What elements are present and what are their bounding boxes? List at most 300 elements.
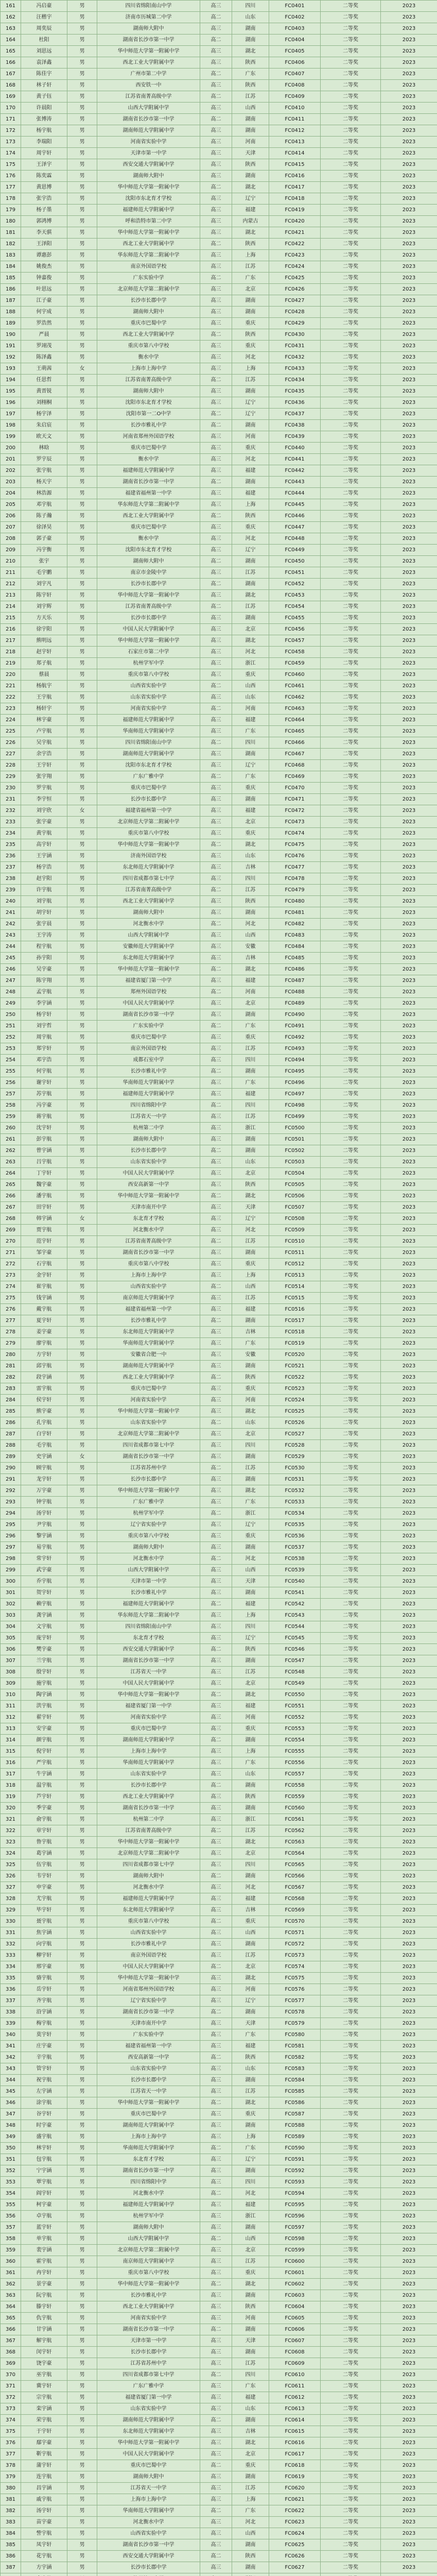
certificate-id-cell: FC0515	[269, 1293, 321, 1304]
table-row	[1, 2324, 437, 2335]
year-cell: 2023	[381, 307, 437, 318]
student-name-cell: 苗宇豪	[21, 2517, 67, 2528]
table-row	[1, 669, 437, 681]
table-row	[1, 284, 437, 295]
school-cell: 广东广雅中学	[97, 2381, 200, 2392]
row-number-cell: 204	[1, 488, 21, 499]
year-cell: 2023	[381, 907, 437, 919]
province-cell: 湖南	[232, 1871, 269, 1882]
table-row	[1, 1032, 437, 1043]
table-row	[1, 1372, 437, 1383]
gender-cell: 男	[67, 1905, 97, 1916]
grade-cell: 高三	[200, 2437, 232, 2449]
row-number-cell: 235	[1, 839, 21, 851]
table-row	[1, 1259, 437, 1270]
gender-cell: 男	[67, 771, 97, 783]
school-cell: 华东师范大学第二附属中学	[97, 1610, 200, 1621]
certificate-id-cell: FC0616	[269, 2437, 321, 2449]
year-cell: 2023	[381, 284, 437, 295]
school-cell: 中国人民大学附属中学	[97, 1678, 200, 1689]
gender-cell: 男	[67, 2483, 97, 2494]
certificate-id-cell: FC0468	[269, 760, 321, 771]
year-cell: 2023	[381, 2086, 437, 2097]
school-cell: 广东广雅中学	[97, 1497, 200, 1508]
school-cell: 华东师范大学第二附属中学	[97, 499, 200, 511]
row-number-cell: 318	[1, 1780, 21, 1791]
award-level-cell: 二等奖	[321, 239, 381, 250]
student-name-cell: 于宇轩	[21, 2426, 67, 2437]
student-name-cell: 钟嘉俊	[21, 273, 67, 284]
award-level-cell: 二等奖	[321, 12, 381, 23]
grade-cell: 高三	[200, 1769, 232, 1780]
award-level-cell: 二等奖	[321, 1916, 381, 1927]
year-cell: 2023	[381, 1633, 437, 1644]
gender-cell: 男	[67, 148, 97, 159]
school-cell: 湖南师范大学附属中学	[97, 749, 200, 760]
table-row	[1, 295, 437, 307]
school-cell: 华中师范大学第一附属中学	[97, 1973, 200, 1984]
row-number-cell: 340	[1, 2029, 21, 2041]
province-cell: 湖南	[232, 1451, 269, 1463]
school-cell: 河北衡水中学	[97, 1225, 200, 1236]
certificate-id-cell: FC0596	[269, 2211, 321, 2222]
award-level-cell: 二等奖	[321, 1383, 381, 1395]
student-name-cell: 巫宇航	[21, 2369, 67, 2381]
award-level-cell: 二等奖	[321, 2052, 381, 2063]
grade-cell: 高三	[200, 1995, 232, 2007]
year-cell: 2023	[381, 2154, 437, 2165]
school-cell: 江苏省苏州中学	[97, 1463, 200, 1474]
certificate-id-cell: FC0624	[269, 2528, 321, 2539]
table-row	[1, 2086, 437, 2097]
gender-cell: 男	[67, 1485, 97, 1497]
province-cell: 河北	[232, 919, 269, 930]
award-level-cell: 二等奖	[321, 1417, 381, 1429]
gender-cell: 男	[67, 2335, 97, 2347]
award-level-cell: 二等奖	[321, 1837, 381, 1848]
grade-cell: 高三	[200, 545, 232, 556]
gender-cell: 男	[67, 2199, 97, 2211]
student-name-cell: 范宇轩	[21, 1236, 67, 1247]
certificate-id-cell: FC0417	[269, 182, 321, 193]
gender-cell: 男	[67, 2063, 97, 2075]
gender-cell: 男	[67, 1576, 97, 1587]
table-row	[1, 2358, 437, 2369]
grade-cell: 高三	[200, 2290, 232, 2301]
award-level-cell: 二等奖	[321, 1576, 381, 1587]
award-level-cell: 二等奖	[321, 2109, 381, 2120]
province-cell: 湖南	[232, 1780, 269, 1791]
year-cell: 2023	[381, 1134, 437, 1145]
award-level-cell: 二等奖	[321, 46, 381, 57]
school-cell: 华中师范大学第一附属中学	[97, 590, 200, 601]
table-row	[1, 2188, 437, 2199]
table-row	[1, 941, 437, 953]
school-cell: 江苏省天一中学	[97, 2086, 200, 2097]
row-number-cell: 270	[1, 1236, 21, 1247]
row-number-cell: 287	[1, 1429, 21, 1440]
school-cell: 成都石室中学	[97, 1055, 200, 1066]
gender-cell: 男	[67, 567, 97, 579]
grade-cell: 高三	[200, 1497, 232, 1508]
table-row	[1, 2018, 437, 2029]
province-cell: 江苏	[232, 261, 269, 273]
grade-cell: 高二	[200, 2279, 232, 2290]
award-level-cell: 二等奖	[321, 2313, 381, 2324]
certificate-id-cell: FC0569	[269, 1905, 321, 1916]
row-number-cell: 209	[1, 545, 21, 556]
table-row	[1, 1927, 437, 1939]
award-level-cell: 二等奖	[321, 193, 381, 205]
award-level-cell: 二等奖	[321, 2097, 381, 2109]
table-row	[1, 1939, 437, 1950]
student-name-cell: 吴宇航	[21, 737, 67, 749]
province-cell: 重庆	[232, 783, 269, 794]
gender-cell: 男	[67, 352, 97, 363]
student-name-cell: 张宇航	[21, 465, 67, 477]
grade-cell: 高三	[200, 318, 232, 329]
row-number-cell: 304	[1, 1621, 21, 1633]
province-cell: 四川	[232, 1621, 269, 1633]
certificate-id-cell: FC0509	[269, 1225, 321, 1236]
province-cell: 吉林	[232, 862, 269, 873]
row-number-cell: 350	[1, 2143, 21, 2154]
award-level-cell: 二等奖	[321, 1111, 381, 1123]
award-level-cell: 二等奖	[321, 1338, 381, 1349]
school-cell: 长沙市长郡中学	[97, 613, 200, 624]
student-name-cell: 解宇航	[21, 2335, 67, 2347]
school-cell: 福建省福州第一中学	[97, 1304, 200, 1315]
student-name-cell: 柳宇轩	[21, 1950, 67, 1961]
certificate-id-cell: FC0517	[269, 1315, 321, 1327]
certificate-id-cell: FC0626	[269, 2551, 321, 2562]
award-level-cell: 二等奖	[321, 681, 381, 692]
student-name-cell: 覃宇航	[21, 2177, 67, 2188]
year-cell: 2023	[381, 1236, 437, 1247]
award-level-cell: 二等奖	[321, 137, 381, 148]
student-name-cell: 戚宇航	[21, 2494, 67, 2505]
table-row	[1, 1599, 437, 1610]
province-cell: 上海	[232, 250, 269, 261]
student-name-cell: 易宇航	[21, 1542, 67, 1553]
certificate-id-cell: FC0585	[269, 2086, 321, 2097]
province-cell: 辽宁	[232, 1519, 269, 1531]
student-name-cell: 丁宇轩	[21, 1168, 67, 1179]
gender-cell: 男	[67, 2437, 97, 2449]
year-cell: 2023	[381, 828, 437, 839]
row-number-cell: 339	[1, 2018, 21, 2029]
award-level-cell: 二等奖	[321, 1259, 381, 1270]
certificate-id-cell: FC0466	[269, 737, 321, 749]
row-number-cell: 197	[1, 409, 21, 420]
school-cell: 福建省厦门第一中学	[97, 2392, 200, 2403]
certificate-id-cell: FC0611	[269, 2381, 321, 2392]
table-row	[1, 148, 437, 159]
table-row	[1, 2460, 437, 2471]
year-cell: 2023	[381, 443, 437, 454]
province-cell: 江苏	[232, 2483, 269, 2494]
certificate-id-cell: FC0524	[269, 1395, 321, 1406]
school-cell: 福建省厦门第一中学	[97, 1701, 200, 1712]
grade-cell: 高三	[200, 1621, 232, 1633]
award-level-cell: 二等奖	[321, 1678, 381, 1689]
table-row	[1, 1213, 437, 1225]
award-level-cell: 二等奖	[321, 397, 381, 409]
award-level-cell: 二等奖	[321, 477, 381, 488]
year-cell: 2023	[381, 941, 437, 953]
award-level-cell: 二等奖	[321, 261, 381, 273]
student-name-cell: 孟宇航	[21, 987, 67, 998]
year-cell: 2023	[381, 1315, 437, 1327]
school-cell: 湖南师范大学附属中学	[97, 2120, 200, 2131]
student-name-cell: 昌宇涵	[21, 2483, 67, 2494]
year-cell: 2023	[381, 1542, 437, 1553]
student-name-cell: 吴宇豪	[21, 964, 67, 975]
grade-cell: 高三	[200, 1406, 232, 1417]
year-cell: 2023	[381, 1599, 437, 1610]
school-cell: 广东实验中学	[97, 1021, 200, 1032]
school-cell: 上海市上海中学	[97, 1746, 200, 1757]
gender-cell: 男	[67, 1304, 97, 1315]
year-cell: 2023	[381, 182, 437, 193]
year-cell: 2023	[381, 1791, 437, 1803]
table-row	[1, 477, 437, 488]
province-cell: 湖南	[232, 2347, 269, 2358]
student-name-cell: 张宇	[21, 556, 67, 567]
gender-cell: 男	[67, 1327, 97, 1338]
row-number-cell: 191	[1, 341, 21, 352]
certificate-id-cell: FC0421	[269, 227, 321, 239]
year-cell: 2023	[381, 1168, 437, 1179]
row-number-cell: 193	[1, 363, 21, 375]
province-cell: 重庆	[232, 1383, 269, 1395]
row-number-cell: 249	[1, 998, 21, 1009]
certificate-id-cell: FC0477	[269, 862, 321, 873]
province-cell: 安徽	[232, 941, 269, 953]
award-level-cell: 二等奖	[321, 1950, 381, 1961]
year-cell: 2023	[381, 2347, 437, 2358]
gender-cell: 男	[67, 1689, 97, 1701]
certificate-id-cell: FC0438	[269, 420, 321, 431]
province-cell: 辽宁	[232, 1633, 269, 1644]
certificate-id-cell: FC0412	[269, 125, 321, 137]
school-cell: 长沙市长郡中学	[97, 2347, 200, 2358]
certificate-id-cell: FC0547	[269, 1655, 321, 1667]
certificate-id-cell: FC0486	[269, 964, 321, 975]
certificate-id-cell: FC0560	[269, 1803, 321, 1814]
gender-cell: 男	[67, 1021, 97, 1032]
year-cell: 2023	[381, 2415, 437, 2426]
table-row	[1, 182, 437, 193]
award-level-cell	[321, 2573, 381, 2576]
certificate-id-cell: FC0534	[269, 1508, 321, 1519]
gender-cell: 男	[67, 1587, 97, 1599]
year-cell: 2023	[381, 817, 437, 828]
province-cell: 福建	[232, 465, 269, 477]
student-name-cell: 韩宇涵	[21, 1213, 67, 1225]
gender-cell: 男	[67, 1293, 97, 1304]
student-name-cell: 龙宇轩	[21, 1474, 67, 1485]
award-level-cell: 二等奖	[321, 1281, 381, 1293]
student-name-cell: 安宇豪	[21, 1723, 67, 1735]
gender-cell: 男	[67, 1825, 97, 1837]
table-row	[1, 828, 437, 839]
province-cell: 陕西	[232, 896, 269, 907]
grade-cell: 高三	[200, 590, 232, 601]
certificate-id-cell: FC0463	[269, 703, 321, 715]
school-cell: 长沙市长郡中学	[97, 1474, 200, 1485]
gender-cell: 男	[67, 182, 97, 193]
award-level-cell: 二等奖	[321, 953, 381, 964]
award-level-cell: 二等奖	[321, 522, 381, 533]
table-row	[1, 159, 437, 171]
school-cell: 湖南师大附中	[97, 1542, 200, 1553]
year-cell: 2023	[381, 397, 437, 409]
grade-cell: 高三	[200, 1893, 232, 1905]
province-cell: 山东	[232, 692, 269, 703]
grade-cell: 高三	[200, 783, 232, 794]
student-name-cell: 花宇航	[21, 2551, 67, 2562]
award-level-cell: 二等奖	[321, 737, 381, 749]
school-cell: 杭州学军中学	[97, 658, 200, 669]
year-cell: 2023	[381, 885, 437, 896]
grade-cell: 高二	[200, 1021, 232, 1032]
gender-cell: 男	[67, 2494, 97, 2505]
award-level-cell: 二等奖	[321, 2256, 381, 2267]
province-cell: 湖南	[232, 1587, 269, 1599]
table-row	[1, 465, 437, 477]
student-name-cell: 白宇轩	[21, 1429, 67, 1440]
province-cell: 陕西	[232, 1179, 269, 1191]
year-cell: 2023	[381, 295, 437, 307]
student-name-cell: 陶宇涵	[21, 1689, 67, 1701]
school-cell: 湖南师大附中	[97, 386, 200, 397]
certificate-id-cell: FC0449	[269, 545, 321, 556]
table-row	[1, 2063, 437, 2075]
certificate-id-cell: FC0607	[269, 2335, 321, 2347]
table-row	[1, 1474, 437, 1485]
student-name-cell: 郭子豪	[21, 533, 67, 545]
province-cell: 湖南	[232, 794, 269, 805]
student-name-cell: 朱启宸	[21, 420, 67, 431]
province-cell: 广东	[232, 2143, 269, 2154]
province-cell: 北京	[232, 1848, 269, 1859]
certificate-id-cell: FC0485	[269, 953, 321, 964]
table-row	[1, 2029, 437, 2041]
student-name-cell: 周奕辰	[21, 23, 67, 35]
year-cell: 2023	[381, 1259, 437, 1270]
award-level-cell: 二等奖	[321, 749, 381, 760]
table-row	[1, 749, 437, 760]
province-cell: 内蒙古	[232, 216, 269, 227]
certificate-id-cell: FC0402	[269, 12, 321, 23]
year-cell: 2023	[381, 2233, 437, 2245]
student-name-cell: 卓宇航	[21, 2211, 67, 2222]
province-cell: 辽宁	[232, 760, 269, 771]
row-number-cell: 244	[1, 941, 21, 953]
gender-cell: 男	[67, 1009, 97, 1021]
award-level-cell: 二等奖	[321, 182, 381, 193]
province-cell: 辽宁	[232, 397, 269, 409]
gender-cell: 女	[67, 805, 97, 817]
school-cell: 福建省福州第一中学	[97, 488, 200, 499]
award-level-cell: 二等奖	[321, 862, 381, 873]
gender-cell: 男	[67, 1655, 97, 1667]
table-row	[1, 2131, 437, 2143]
grade-cell: 高三	[200, 975, 232, 987]
certificate-id-cell: FC0556	[269, 1757, 321, 1769]
gender-cell: 男	[67, 1225, 97, 1236]
award-level-cell: 二等奖	[321, 658, 381, 669]
school-cell: 华中师范大学第一附属中学	[97, 1485, 200, 1497]
grade-cell: 高二	[200, 1735, 232, 1746]
row-number-cell: 268	[1, 1213, 21, 1225]
province-cell: 河南	[232, 987, 269, 998]
certificate-id-cell: FC0494	[269, 1055, 321, 1066]
row-number-cell: 237	[1, 862, 21, 873]
award-level-cell: 二等奖	[321, 1077, 381, 1089]
grade-cell: 高三	[200, 760, 232, 771]
row-number-cell: 328	[1, 1893, 21, 1905]
certificate-id-cell: FC0598	[269, 2233, 321, 2245]
gender-cell: 男	[67, 250, 97, 261]
student-name-cell: 黄宇航	[21, 828, 67, 839]
certificate-id-cell: FC0470	[269, 783, 321, 794]
row-number-cell: 315	[1, 1746, 21, 1757]
certificate-id-cell: FC0411	[269, 114, 321, 125]
table-row	[1, 533, 437, 545]
year-cell: 2023	[381, 1395, 437, 1406]
table-row	[1, 930, 437, 941]
gender-cell: 男	[67, 2551, 97, 2562]
table-row	[1, 250, 437, 261]
certificate-id-cell: FC0525	[269, 1406, 321, 1417]
row-number-cell: 165	[1, 46, 21, 57]
student-name-cell: 邢宇豪	[21, 1961, 67, 1973]
school-cell: 广州市第二中学	[97, 69, 200, 80]
province-cell: 江苏	[232, 1463, 269, 1474]
table-row	[1, 2369, 437, 2381]
year-cell	[381, 2573, 437, 2576]
gender-cell: 男	[67, 1338, 97, 1349]
grade-cell: 高三	[200, 261, 232, 273]
school-cell: 华中师范大学第一附属中学	[97, 182, 200, 193]
province-cell: 四川	[232, 2177, 269, 2188]
award-level-cell: 二等奖	[321, 726, 381, 737]
row-number-cell: 260	[1, 1123, 21, 1134]
gender-cell: 男	[67, 2347, 97, 2358]
gender-cell: 男	[67, 749, 97, 760]
award-level-cell: 二等奖	[321, 1066, 381, 1077]
year-cell: 2023	[381, 1, 437, 12]
student-name-cell: 乔宇航	[21, 1576, 67, 1587]
year-cell: 2023	[381, 930, 437, 941]
award-level-cell: 二等奖	[321, 2369, 381, 2381]
student-name-cell: 毛宇鹏	[21, 567, 67, 579]
grade-cell: 高三	[200, 1519, 232, 1531]
row-number-cell: 261	[1, 1134, 21, 1145]
school-cell: 河南省郑州外国语学校	[97, 431, 200, 443]
school-cell: 重庆市第八中学校	[97, 669, 200, 681]
province-cell: 上海	[232, 2131, 269, 2143]
row-number-cell: 232	[1, 805, 21, 817]
grade-cell: 高三	[200, 295, 232, 307]
school-cell: 湖南师大附中	[97, 2471, 200, 2483]
province-cell: 重庆	[232, 2460, 269, 2471]
year-cell: 2023	[381, 635, 437, 647]
table-row	[1, 2256, 437, 2267]
grade-cell: 高三	[200, 862, 232, 873]
